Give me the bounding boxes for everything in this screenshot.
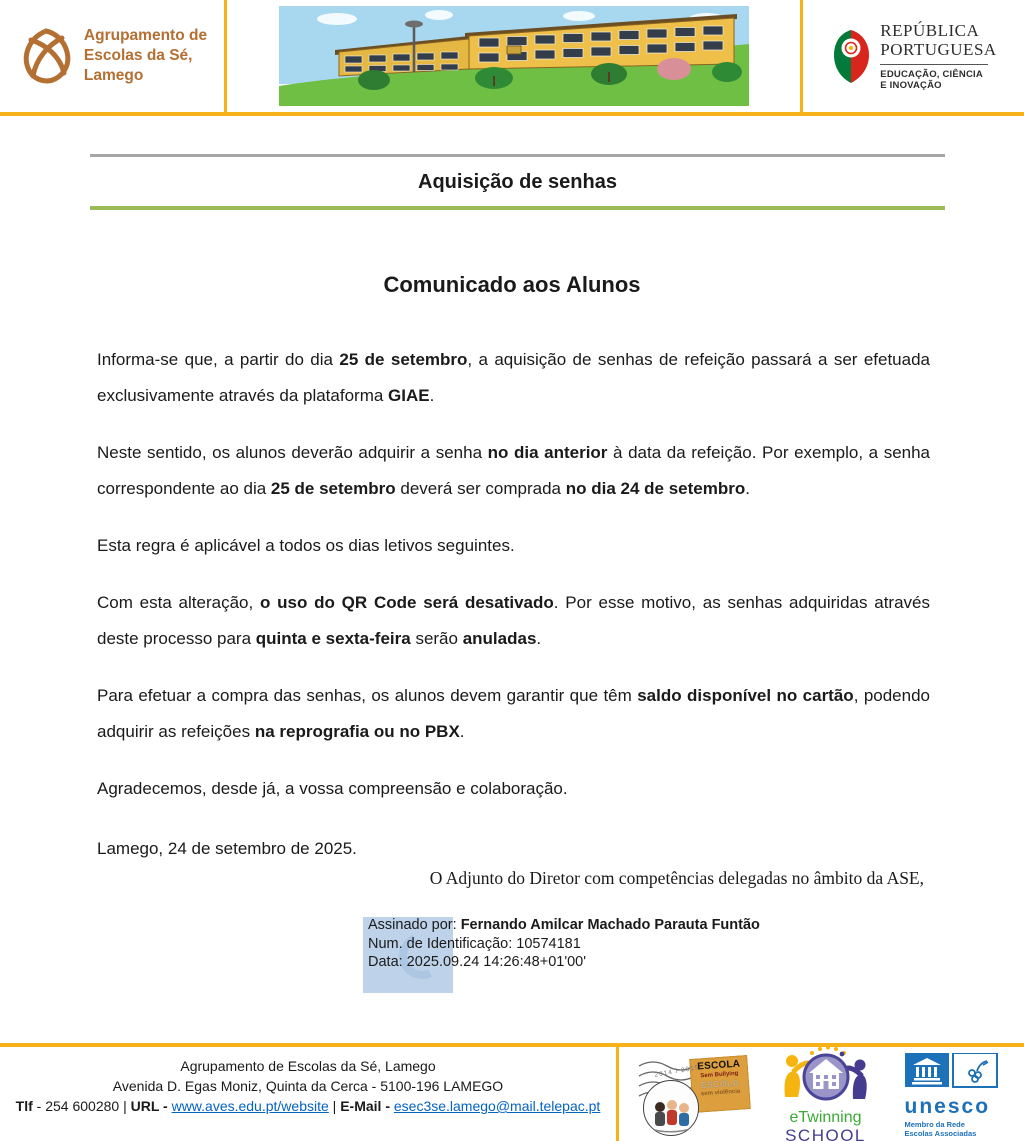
document-body xyxy=(97,342,930,867)
body-paragraphs xyxy=(97,342,930,807)
unesco-logo xyxy=(903,1053,1007,1138)
government-text xyxy=(880,21,996,91)
ministry-line1: EDUCAÇÃO, CIÊNCIA xyxy=(880,69,983,80)
footer-logos xyxy=(619,1047,1024,1141)
digital-signature-block xyxy=(368,916,800,972)
title-section xyxy=(90,154,945,210)
body-paragraph: Esta regra é aplicável a todos os dias letivos seguintes. xyxy=(97,536,515,555)
republic-title-line1: REPÚBLICA xyxy=(880,21,980,40)
unesco-sub2: Escolas Associadas xyxy=(904,1128,977,1138)
signature-date-line: Data: 2025.09.24 14:26:48+01'00' xyxy=(368,954,586,970)
school-group-name: Agrupamento de Escolas da Sé, Lamego xyxy=(83,27,208,84)
signed-by-name: Fernando Amilcar Machado Parauta Funtão xyxy=(460,917,760,933)
unesco-wordmark: unesco xyxy=(904,1094,991,1118)
escola-sem-bullying-stamp-logo xyxy=(637,1054,749,1136)
date-line: Lamego, 24 de setembro de 2025. xyxy=(97,839,357,858)
government-branding xyxy=(803,0,1024,112)
document-title: Aquisição de senhas xyxy=(418,171,617,193)
etwinning-wordmark: eTwinning xyxy=(789,1109,862,1126)
ministry-line2: E INOVAÇÃO xyxy=(880,80,942,91)
email-link[interactable]: esec3se.lamego@mail.telepac.pt xyxy=(393,1098,601,1114)
url-link[interactable]: www.aves.edu.pt/website xyxy=(171,1098,329,1114)
children-circle-icon xyxy=(643,1080,699,1136)
signature-role-line: O Adjunto do Diretor com competências delegadas no âmbito da ASE, xyxy=(429,868,924,888)
etwinning-school-wordmark: SCHOOL xyxy=(785,1126,866,1141)
etwinning-globe-icon xyxy=(778,1045,874,1103)
body-paragraph: Com esta alteração, o uso do QR Code será desativado. Por esse motivo, as senhas adquiridas através deste processo para quinta e sexta-feira serão anuladas. xyxy=(97,593,931,648)
footer-contact-line: Tlf - 254 600280 | URL - www.aves.edu.pt/website | E-Mail - esec3se.lamego@mail.telepac.pt xyxy=(15,1098,601,1114)
footer-org-name: Agrupamento de Escolas da Sé, Lamego xyxy=(180,1058,436,1074)
body-paragraph: Agradecemos, desde já, a vossa compreensão e colaboração. xyxy=(97,779,568,798)
page-header xyxy=(0,0,1024,116)
republic-title-line2: PORTUGUESA xyxy=(880,40,997,59)
unesco-sub1: Membro da Rede xyxy=(904,1119,965,1129)
document-heading: Comunicado aos Alunos xyxy=(383,272,641,297)
body-paragraph: Neste sentido, os alunos deverão adquirir a senha no dia anterior à data da refeição. Por exemplo, a senha correspondente ao dia 25 de setembro deverá ser comprada no dia 24 de setembro. xyxy=(97,443,931,498)
signed-by-label: Assinado por: xyxy=(368,917,461,933)
escola-stamp-card: ESCOLA Sem Bullying ESCOLA sem violência xyxy=(689,1055,751,1113)
header-center-cell xyxy=(227,0,803,112)
footer-contact-block xyxy=(0,1047,619,1141)
school-group-branding xyxy=(0,0,227,112)
republica-portuguesa-flag-icon xyxy=(830,27,872,85)
unesco-temple-icon xyxy=(905,1053,1001,1089)
body-paragraph: Informa-se que, a partir do dia 25 de setembro, a aquisição de senhas de refeição passará a ser efetuada exclusivamente através da plataforma GIAE. xyxy=(97,350,930,405)
shell-emblem-icon xyxy=(17,26,75,86)
signature-id-line: Num. de Identificação: 10574181 xyxy=(368,935,581,952)
stamp-years: 2014 / 2015 xyxy=(653,1064,700,1079)
body-paragraph: Para efetuar a compra das senhas, os alunos devem garantir que têm saldo disponível no cartão, podendo adquirir as refeições na reprografia ou no PBX. xyxy=(97,686,930,741)
page-footer xyxy=(0,1043,1024,1141)
signature-text xyxy=(368,916,800,972)
government-divider xyxy=(880,64,988,65)
footer-address: Avenida D. Egas Moniz, Quinta da Cerca - 5100-196 LAMEGO xyxy=(112,1078,504,1094)
etwinning-school-logo xyxy=(771,1045,881,1141)
school-building-illustration xyxy=(279,6,749,106)
